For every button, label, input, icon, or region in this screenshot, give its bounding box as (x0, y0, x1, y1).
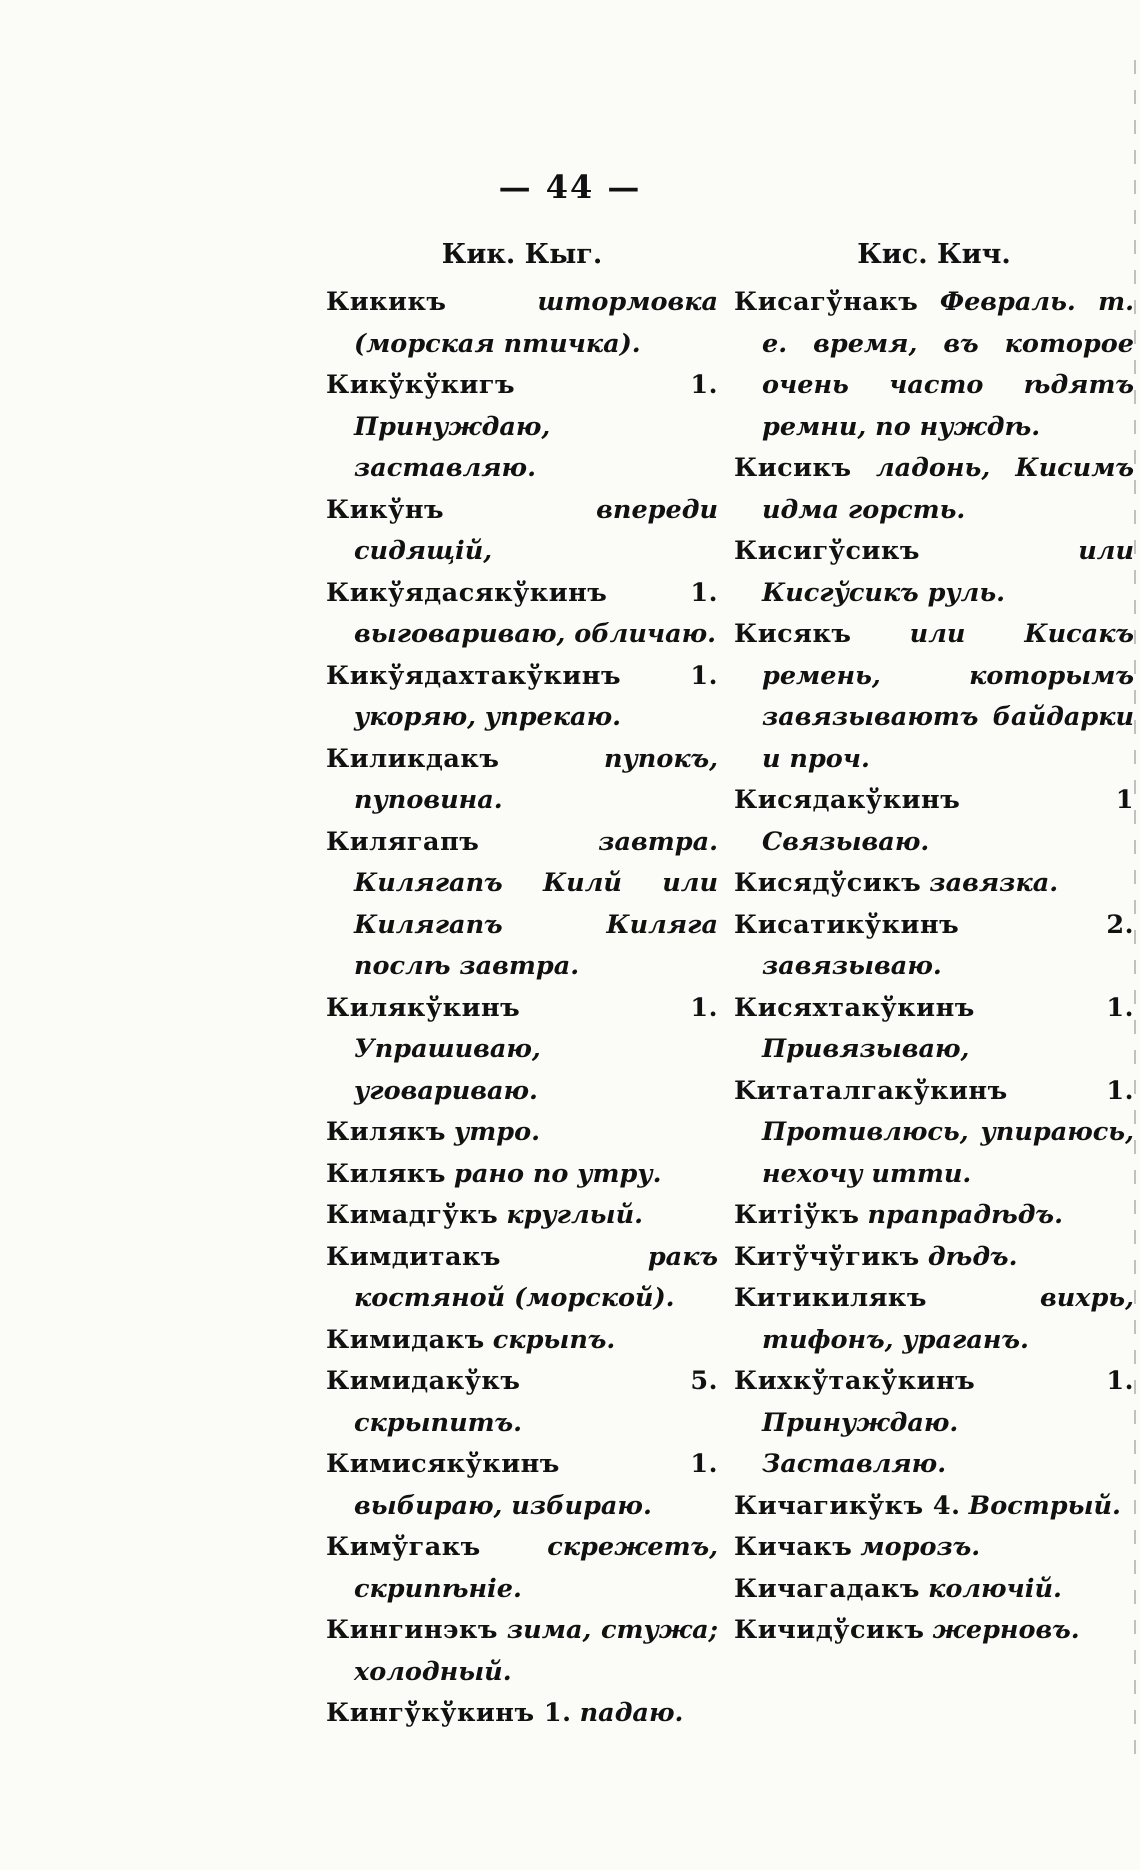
entry-gloss: завязка. (929, 868, 1059, 898)
entry-gloss: Вострый. (968, 1490, 1121, 1521)
right-column (734, 238, 1134, 1652)
entry-headword: Кимидакўкъ 5. (326, 1366, 718, 1396)
dictionary-entry (326, 988, 718, 1113)
entry-gloss: колючій. (928, 1573, 1062, 1604)
entry-gloss: завязываю. (762, 951, 942, 981)
entry-gloss: падаю. (579, 1698, 684, 1728)
dictionary-entry (734, 614, 1134, 780)
entry-gloss: круглый. (506, 1200, 644, 1230)
dictionary-entry (326, 573, 718, 656)
entry-headword: Кичакъ (734, 1532, 853, 1562)
dictionary-entry (734, 1569, 1134, 1611)
entry-gloss: зима, стужа; холодный. (354, 1615, 719, 1687)
dictionary-entry (734, 1527, 1134, 1569)
dictionary-entry (734, 905, 1134, 988)
dictionary-entry (734, 448, 1134, 531)
entry-headword: Кисядўсикъ (734, 868, 922, 898)
dictionary-entry (734, 1237, 1134, 1279)
entry-headword: Кисядакўкинъ 1 (734, 785, 1134, 815)
entry-headword: Кисагўнакъ (734, 287, 919, 317)
dictionary-entry (734, 1278, 1134, 1361)
entry-gloss: ракъ костяной (морской). (354, 1241, 718, 1313)
dictionary-entry (326, 1320, 718, 1362)
entry-headword: Кисяхтакўкинъ 1. (734, 992, 1134, 1023)
entry-gloss: пупокъ, пуповина. (354, 743, 718, 815)
dictionary-entry (326, 282, 718, 365)
dictionary-entry (734, 988, 1134, 1071)
entry-headword: Kитикилякъ (734, 1283, 927, 1313)
entry-headword: Кисатикўкинъ 2. (734, 909, 1134, 940)
dictionary-entry (734, 863, 1134, 905)
entry-headword: Кикўнъ (326, 494, 445, 525)
entry-headword: Килякъ (326, 1117, 446, 1147)
entry-headword: Kитўчўгикъ (734, 1241, 920, 1272)
entry-gloss: прапрадѣдъ. (867, 1200, 1063, 1230)
entry-gloss: рано по утру. (454, 1158, 662, 1189)
entry-headword: Кихкўтакўкинъ 1. (734, 1366, 1134, 1396)
dictionary-entry (326, 656, 718, 739)
entry-headword: Кикўкўкигъ 1. (326, 370, 718, 400)
dictionary-entry (734, 1071, 1134, 1196)
dictionary-entry (734, 1486, 1134, 1528)
entry-gloss: укоряю, упрекаю. (354, 702, 621, 732)
dictionary-entry (734, 531, 1134, 614)
dictionary-entry (326, 1610, 718, 1693)
page-edge (1134, 60, 1136, 1760)
dictionary-entry (326, 1444, 718, 1527)
entry-headword: Кимидакъ (326, 1324, 485, 1355)
dictionary-entry (326, 822, 718, 988)
entry-gloss: вихрь, тифонъ, ураганъ. (762, 1283, 1134, 1355)
entry-headword: Кикўядахтакўкинъ 1. (326, 660, 718, 691)
entry-gloss: Привязываю, (762, 1034, 970, 1064)
entry-gloss: завтра. Килягапъ Килй или Килягапъ Киляга послѣ завтра. (354, 826, 718, 981)
entry-gloss: впереди сидящій, (354, 494, 718, 566)
entry-headword: Китіўкъ (734, 1200, 860, 1230)
left-column-heading: Кик. Кыг. (441, 239, 603, 270)
entry-headword: Кингўкўкинъ 1. (326, 1698, 572, 1728)
dictionary-entry (734, 1195, 1134, 1237)
left-entries (326, 282, 718, 1735)
entry-gloss: или Кисакъ ремень, которымъ завязываютъ байдарки и проч. (762, 619, 1134, 774)
dictionary-entry (326, 1361, 718, 1444)
left-column (326, 238, 718, 1735)
entry-gloss: Связываю. (762, 826, 930, 857)
entry-headword: Кисикъ (734, 453, 852, 483)
dictionary-entry (326, 490, 718, 573)
dictionary-entry (734, 780, 1134, 863)
dictionary-entry (326, 1112, 718, 1154)
entry-headword: Kитаталгакўкинъ 1. (734, 1075, 1134, 1106)
dictionary-entry (326, 1237, 718, 1320)
entry-gloss: Противлюсь, упираюсь, нехочу итти. (762, 1117, 1134, 1189)
entry-headword: Кисякъ (734, 619, 852, 649)
entry-gloss: скрежетъ, скрипѣніе. (354, 1532, 718, 1604)
right-column-heading: Кис. Кич. (857, 239, 1011, 270)
dictionary-entry (326, 1693, 718, 1735)
entry-gloss: дѣдъ. (927, 1241, 1018, 1272)
entry-headword: Кичагадакъ (734, 1573, 920, 1604)
entry-headword: Кимадгўкъ (326, 1200, 499, 1230)
entry-headword: Кичидўсикъ (734, 1615, 925, 1645)
dictionary-entry (326, 739, 718, 822)
entry-gloss: скрыпъ. (492, 1324, 616, 1355)
right-entries (734, 282, 1134, 1652)
dictionary-entry (326, 1154, 718, 1196)
entry-gloss: выговариваю, обличаю. (354, 619, 717, 649)
entry-gloss: штормовка (морская птичка). (354, 287, 718, 359)
entry-headword: Килягапъ (326, 826, 480, 857)
dictionary-entry (326, 1195, 718, 1237)
entry-headword: Килякўкинъ 1. (326, 992, 718, 1023)
page-number: — 44 — (498, 168, 642, 206)
entry-headword: Киликдакъ (326, 743, 500, 774)
entry-gloss: скрыпитъ. (354, 1407, 523, 1438)
entry-headword: Кичагикўкъ 4. (734, 1490, 961, 1521)
entry-gloss: жерновъ. (932, 1615, 1080, 1645)
entry-headword: Кисигўсикъ (734, 536, 920, 566)
entry-headword: Кимдитакъ (326, 1241, 501, 1272)
entry-gloss: ладонь, Кисимъ идма горсть. (762, 453, 1134, 525)
entry-headword: Килякъ (326, 1158, 446, 1189)
entry-gloss: или Кисгўсикъ руль. (762, 536, 1134, 608)
dictionary-entry (734, 1610, 1134, 1652)
entry-gloss: утро. (454, 1117, 540, 1147)
entry-headword: Кимисякўкинъ 1. (326, 1449, 718, 1479)
entry-headword: Кикўядасякўкинъ 1. (326, 577, 718, 608)
entry-gloss: Принуждаю. Заставляю. (762, 1407, 959, 1479)
entry-gloss: выбираю, избираю. (354, 1490, 652, 1521)
entry-gloss: Упрашиваю, уговариваю. (354, 1034, 541, 1106)
entry-gloss: Принуждаю, заставляю. (354, 411, 551, 483)
entry-headword: Кимўгакъ (326, 1532, 481, 1562)
dictionary-entry (326, 1527, 718, 1610)
dictionary-entry (734, 282, 1134, 448)
dictionary-entry (734, 1361, 1134, 1486)
entry-headword: Кикикъ (326, 287, 447, 317)
dictionary-entry (326, 365, 718, 490)
entry-headword: Кингинэкъ (326, 1615, 498, 1645)
entry-gloss: Февраль. т. е. время, въ которое очень часто ѣдятъ ремни, по нуждѣ. (762, 287, 1134, 442)
entry-gloss: морозъ. (860, 1532, 981, 1562)
